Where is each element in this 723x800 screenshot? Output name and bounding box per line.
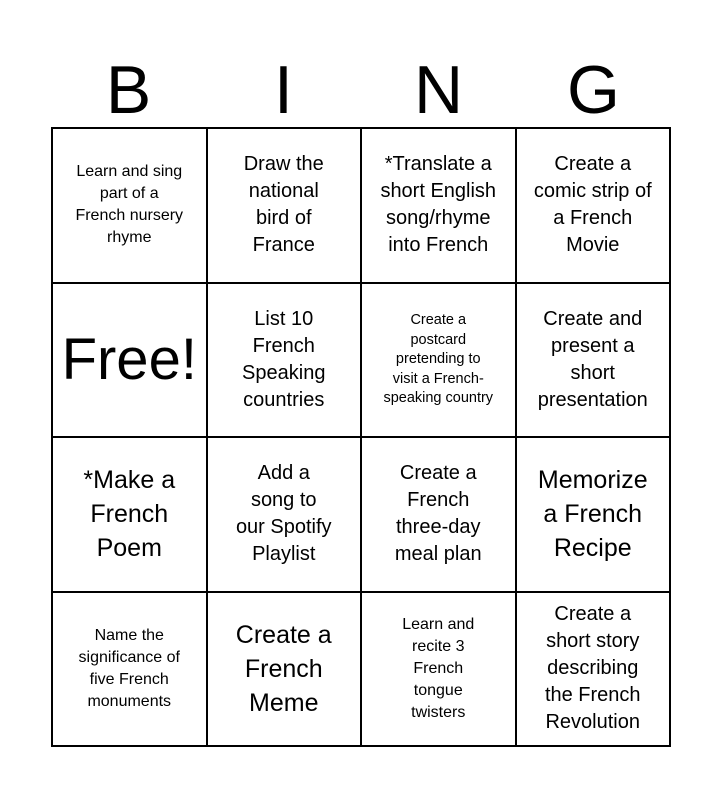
cell-text: Draw the national bird of France [243,153,324,257]
cell-text: List 10 French Speaking countries [242,307,326,411]
bingo-cell-r4c2 [208,593,363,748]
cell-text: *Make a French Poem [83,466,176,563]
bingo-cell-r1c2 [208,129,363,284]
bingo-cell-r2c1-free [53,284,208,439]
header-letter-b: B [105,52,152,128]
bingo-cell-r3c4 [517,438,672,593]
free-space-text: Free! [61,326,197,392]
cell-text: Create a French Meme [235,620,332,717]
cell-text: Create a postcard pretending to visit a French-speaking country [383,312,494,406]
cell-text: *Translate a short English song/rhyme into French [380,153,497,257]
bingo-cell-r1c3 [362,129,517,284]
cell-text: Create a French three-day meal plan [394,462,482,566]
cell-text: Learn and sing part of a French nursery rhyme [75,163,184,247]
header-letter-g: G [567,52,620,128]
bingo-cell-r3c1 [53,438,208,593]
cell-text: Memorize a French Recipe [537,466,648,563]
bingo-cell-r2c3 [362,284,517,439]
cell-text: Name the significance of five French monuments [78,626,180,710]
header-letter-n: N [413,52,464,128]
bingo-cell-r4c3 [362,593,517,748]
bingo-cell-r1c4 [517,129,672,284]
bingo-cell-r2c2 [208,284,363,439]
cell-text: Create a short story describing the French Revolution [544,603,641,734]
bingo-cell-r4c1 [53,593,208,748]
header-letter-i: I [274,52,293,128]
bingo-cell-r1c1 [53,129,208,284]
bingo-card [51,127,671,747]
cell-text: Create a comic strip of a French Movie [533,153,652,257]
bingo-cell-r3c2 [208,438,363,593]
cell-text: Create and present a short presentation [537,307,648,411]
cell-text: Add a song to our Spotify Playlist [235,462,332,566]
bingo-cell-r2c4 [517,284,672,439]
bingo-cell-r3c3 [362,438,517,593]
cell-text: Learn and recite 3 French tongue twisters [402,615,475,721]
bingo-cell-r4c4 [517,593,672,748]
bingo-header [51,52,671,128]
